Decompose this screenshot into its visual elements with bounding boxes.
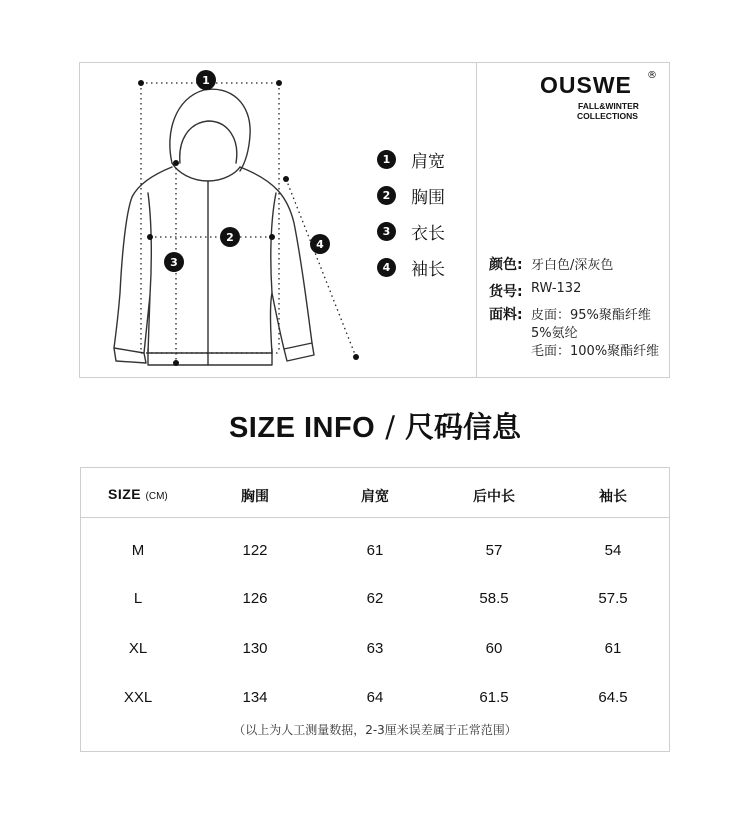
legend-item-sleeve [377, 255, 445, 279]
badge-4: 4 [316, 238, 324, 251]
heading-english: SIZE INFO [228, 412, 376, 444]
fabric-key: 面料: [489, 307, 523, 323]
legend-item-length [377, 219, 445, 243]
hem-band [148, 349, 272, 365]
row-xl-sleeve: 61 [604, 640, 622, 657]
sku-row [489, 281, 581, 301]
fabric-line-1: 皮面：95%聚酯纤维 [531, 308, 651, 323]
brand-subtitle-line1: FALL&WINTER [578, 101, 639, 111]
measurement-footnote: （以上为人工测量数据，2-3厘米误差属于正常范围） [233, 723, 517, 737]
legend-label: 肩宽 [411, 151, 445, 172]
hood-opening [180, 121, 237, 163]
row-m-chest: 122 [242, 542, 268, 559]
legend-badge: 4 [377, 258, 396, 277]
table-header-divider [80, 517, 670, 518]
header-shoulder: 肩宽 [361, 489, 389, 505]
sku-key: 货号: [489, 284, 523, 300]
sleeve-measure-line [286, 179, 356, 357]
size-unit-label: (CM) [145, 491, 168, 502]
row-xxl-back-length: 61.5 [479, 689, 509, 706]
size-info-heading [0, 405, 750, 446]
size-column-header [108, 486, 168, 502]
legend-item-shoulder [377, 147, 445, 171]
badge-2: 2 [226, 231, 234, 244]
header-chest: 胸围 [241, 489, 269, 505]
color-key: 颜色: [489, 257, 523, 273]
legend-label: 袖长 [411, 259, 445, 280]
heading-chinese: 尺码信息 [405, 410, 522, 444]
row-l-chest: 126 [242, 590, 268, 607]
row-l-sleeve: 57.5 [598, 590, 628, 607]
row-l-shoulder: 62 [366, 590, 384, 607]
row-l-back-length: 58.5 [479, 590, 509, 607]
row-xxl-size: XXL [123, 689, 153, 706]
legend-badge: 3 [377, 222, 396, 241]
fabric-line-3: 毛面：100%聚酯纤维 [531, 344, 660, 359]
fabric-line-2: 5%氨纶 [531, 326, 578, 341]
badge-1: 1 [202, 74, 210, 87]
heading-separator: / [385, 410, 396, 444]
row-l-size: L [133, 590, 143, 607]
body-outline [114, 167, 312, 353]
legend-item-chest [377, 183, 445, 207]
size-header-label: SIZE [108, 486, 142, 502]
info-divider [476, 62, 477, 378]
brand-logo: OUSWE [540, 72, 632, 98]
row-m-back-length: 57 [485, 542, 503, 559]
fabric-row [489, 304, 651, 324]
header-sleeve: 袖长 [599, 489, 627, 505]
color-row [489, 254, 613, 274]
row-m-sleeve: 54 [604, 542, 622, 559]
sku-value: RW-132 [531, 281, 582, 296]
legend-label: 衣长 [411, 223, 445, 244]
row-m-size: M [131, 542, 145, 559]
header-back-length: 后中长 [473, 489, 515, 505]
hood-outline [170, 89, 250, 171]
row-m-shoulder: 61 [366, 542, 384, 559]
color-value: 牙白色/深灰色 [531, 258, 614, 273]
badge-3: 3 [170, 256, 178, 269]
size-table [80, 467, 670, 752]
row-xl-back-length: 60 [485, 640, 503, 657]
row-xl-shoulder: 63 [366, 640, 384, 657]
brand-subtitle-line2: COLLECTIONS [577, 111, 638, 121]
row-xl-chest: 130 [242, 640, 268, 657]
legend-badge: 2 [377, 186, 396, 205]
row-xxl-chest: 134 [242, 689, 268, 706]
row-xxl-sleeve: 64.5 [598, 689, 628, 706]
registered-mark: ® [647, 70, 657, 81]
row-xl-size: XL [128, 640, 148, 657]
legend-label: 胸围 [411, 187, 445, 208]
legend-badge: 1 [377, 150, 396, 169]
row-xxl-shoulder: 64 [366, 689, 384, 706]
